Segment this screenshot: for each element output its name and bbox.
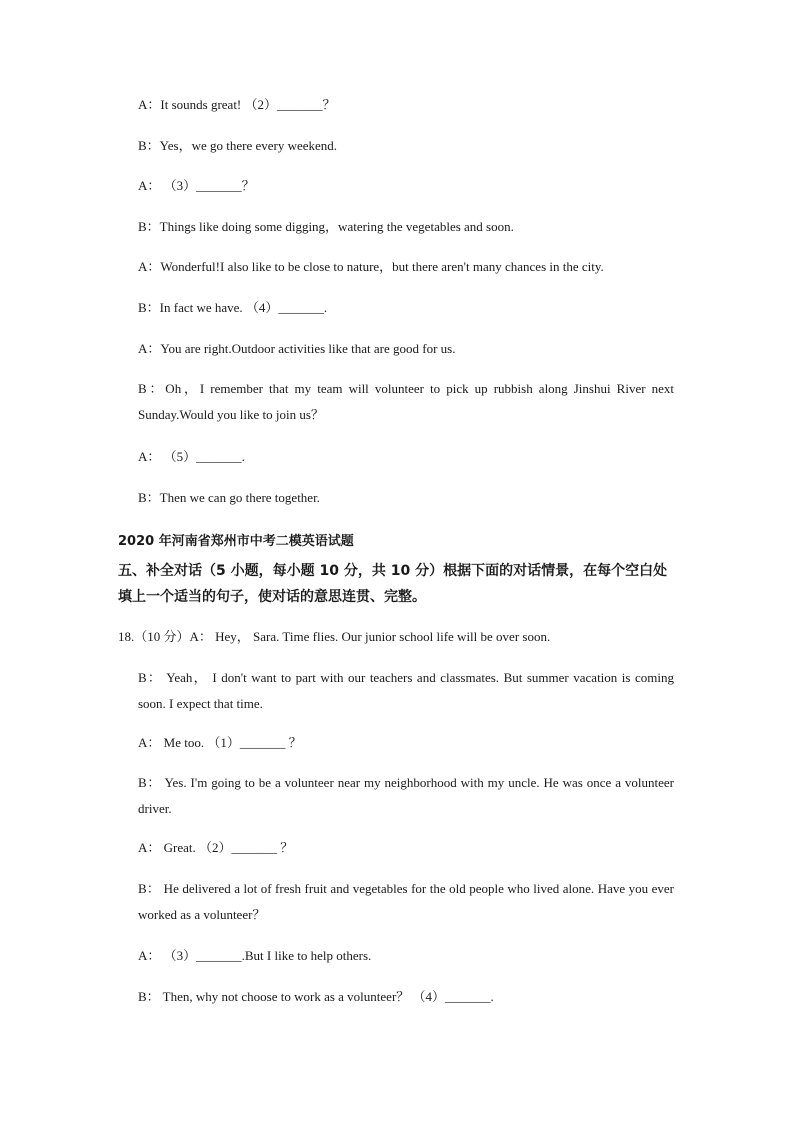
dialogue-line-a-3: A： （3）_______？: [138, 178, 255, 193]
dialogue-line-b-2: B：Things like doing some digging，watering the vegetables and soon.: [138, 219, 514, 234]
dialogue-line-b-1: B：Yes，we go there every weekend.: [138, 138, 338, 153]
dialogue-line-b-3: B：In fact we have. （4）_______.: [138, 300, 328, 315]
question-stem: 18.（10 分）A： Hey， Sara. Time flies. Our junior school life will be over soon.: [118, 629, 551, 644]
question-line-b-4: B： Then, why not choose to work as a volunteer？ （4）_______.: [138, 989, 494, 1004]
question-line-a-1: A： Me too. （1）_______ ？: [138, 735, 302, 750]
dialogue-line-a-4: A：Wonderful!I also like to be close to nature，but there aren't many chances in the city.: [138, 259, 604, 274]
dialogue-line-b-4: B：Oh，I remember that my team will volunteer to pick up rubbish along Jinshui River next Sunday.Would you like to join us？: [138, 381, 674, 422]
section-title: 五、补全对话（5 小题，每小题 10 分，共 10 分）根据下面的对话情景，在每个空白处填上一个适当的句子，使对话的意思连贯、完整。: [118, 563, 668, 605]
dialogue-line-a-6: A： （5）_______.: [138, 449, 245, 464]
dialogue-line-a-5: A：You are right.Outdoor activities like that are good for us.: [138, 341, 456, 356]
dialogue-line-a-2: A：It sounds great! （2）_______？: [138, 97, 336, 112]
dialogue-line-b-5: B：Then we can go there together.: [138, 490, 320, 505]
question-line-a-3: A： （3）_______.But I like to help others.: [138, 948, 372, 963]
exam-title: 2020 年河南省郑州市中考二模英语试题: [118, 534, 354, 549]
question-line-a-2: A： Great. （2）_______ ？: [138, 840, 294, 855]
question-line-b-2: B： Yes. I'm going to be a volunteer near my neighborhood with my uncle. He was once a volunteer driver.: [138, 775, 674, 816]
question-line-b-1: B： Yeah， I don't want to part with our teachers and classmates. But summer vacation is coming soon. I expect that time.: [138, 670, 674, 711]
question-line-b-3: B： He delivered a lot of fresh fruit and vegetables for the old people who lived alone. Have you ever worked as a volunteer？: [138, 881, 674, 922]
